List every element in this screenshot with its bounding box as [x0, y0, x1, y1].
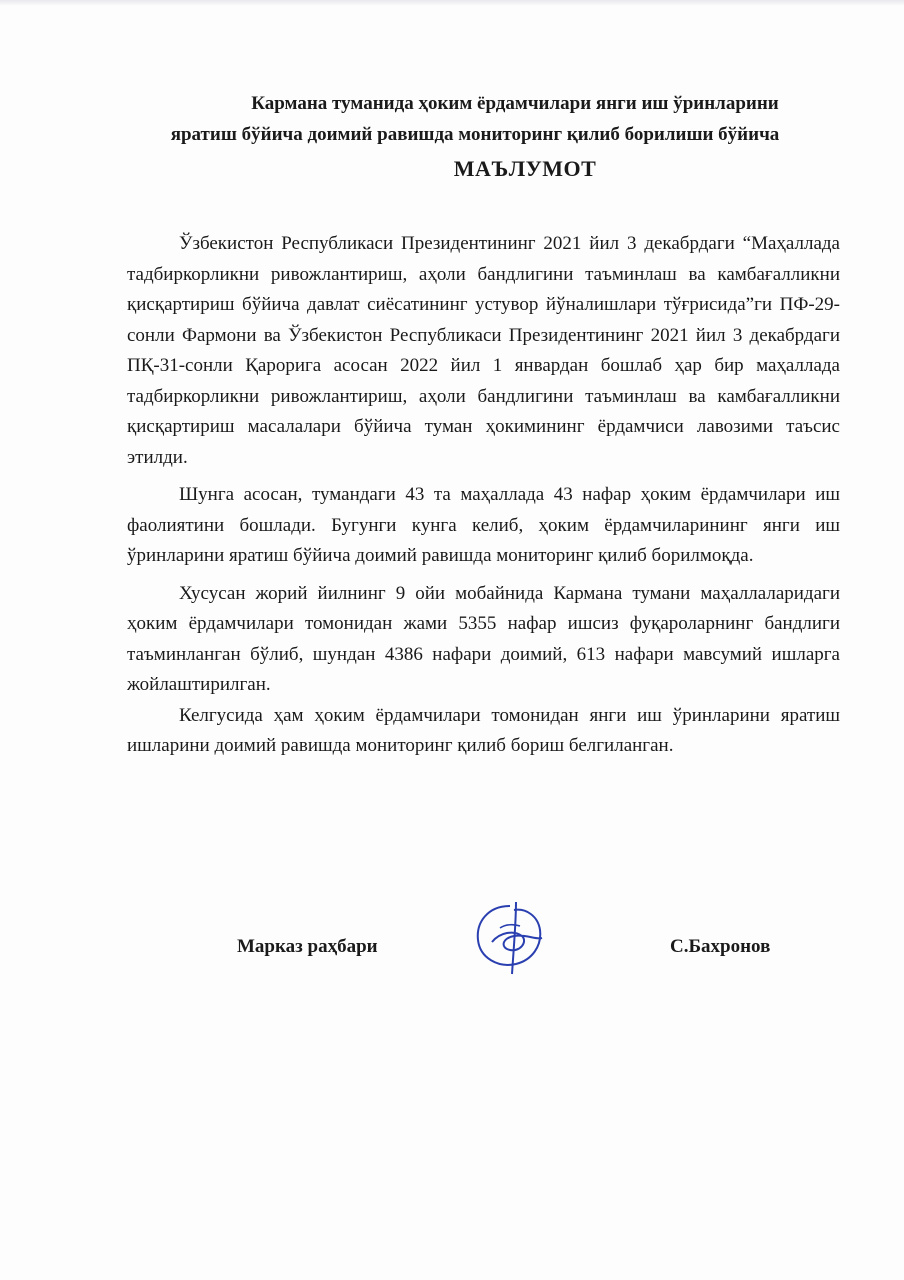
- paragraph-2: Шунга асосан, тумандаги 43 та маҳаллада 43 нафар ҳоким ёрдамчилари иш фаолиятини бошлади. Бугунги кунга келиб, ҳоким ёрдамчиларининг янги иш ўринларини яратиш бўйича доимий равишда мониторинг қилиб борилмоқда.: [127, 484, 840, 566]
- paragraph-3: Хусусан жорий йилнинг 9 ойи мобайнида Кармана тумани маҳаллаларидаги ҳоким ёрдамчилари томонидан жами 5355 нафар ишсиз фуқароларнинг бандлиги таъминланган бўлиб, шундан 4386 нафари доимий, 613 нафари мавсумий ишларга жойлаштирилган.: [127, 582, 840, 695]
- signatory-name: С.Бахронов: [670, 936, 771, 957]
- body-text: [127, 229, 840, 762]
- title-line-1: Кармана туманида ҳоким ёрдамчилари янги иш ўринларини: [251, 93, 779, 114]
- paragraph-1: Ўзбекистон Республикаси Президентининг 2021 йил 3 декабрдаги “Маҳаллада тадбиркорликни ривожлантириш, аҳоли бандлигини таъминлаш ва камбағалликни қисқартириш бўйича давлат сиёсатининг устувор йўналишлари тўғрисида”ги ПФ-29-сонли Фармони ва Ўзбекистон Республикаси Президентининг 2021 йил 3 декабрдаги ПҚ-31-сонли Қарорига асосан 2022 йил 1 январдан бошлаб ҳар бир маҳаллада тадбиркорликни ривожлантириш, аҳоли бандлигини таъминлаш ва камбағалликни қисқартириш масалалари бўйича туман ҳокимининг ёрдамчиси лавозими таъсис этилди.: [127, 233, 840, 468]
- title-block: [120, 88, 850, 186]
- handwritten-signature: [470, 898, 550, 976]
- scan-edge: [0, 0, 904, 6]
- title-line-2: яратиш бўйича доимий равишда мониторинг қилиб борилиши бўйича: [170, 124, 780, 145]
- paragraph-4: Келгусида ҳам ҳоким ёрдамчилари томонидан янги иш ўринларини яратиш ишларини доимий равишда мониторинг қилиб бориш белгиланган.: [127, 704, 840, 756]
- document-heading: МАЪЛУМОТ: [453, 156, 597, 181]
- signatory-title: Марказ раҳбари: [237, 936, 378, 957]
